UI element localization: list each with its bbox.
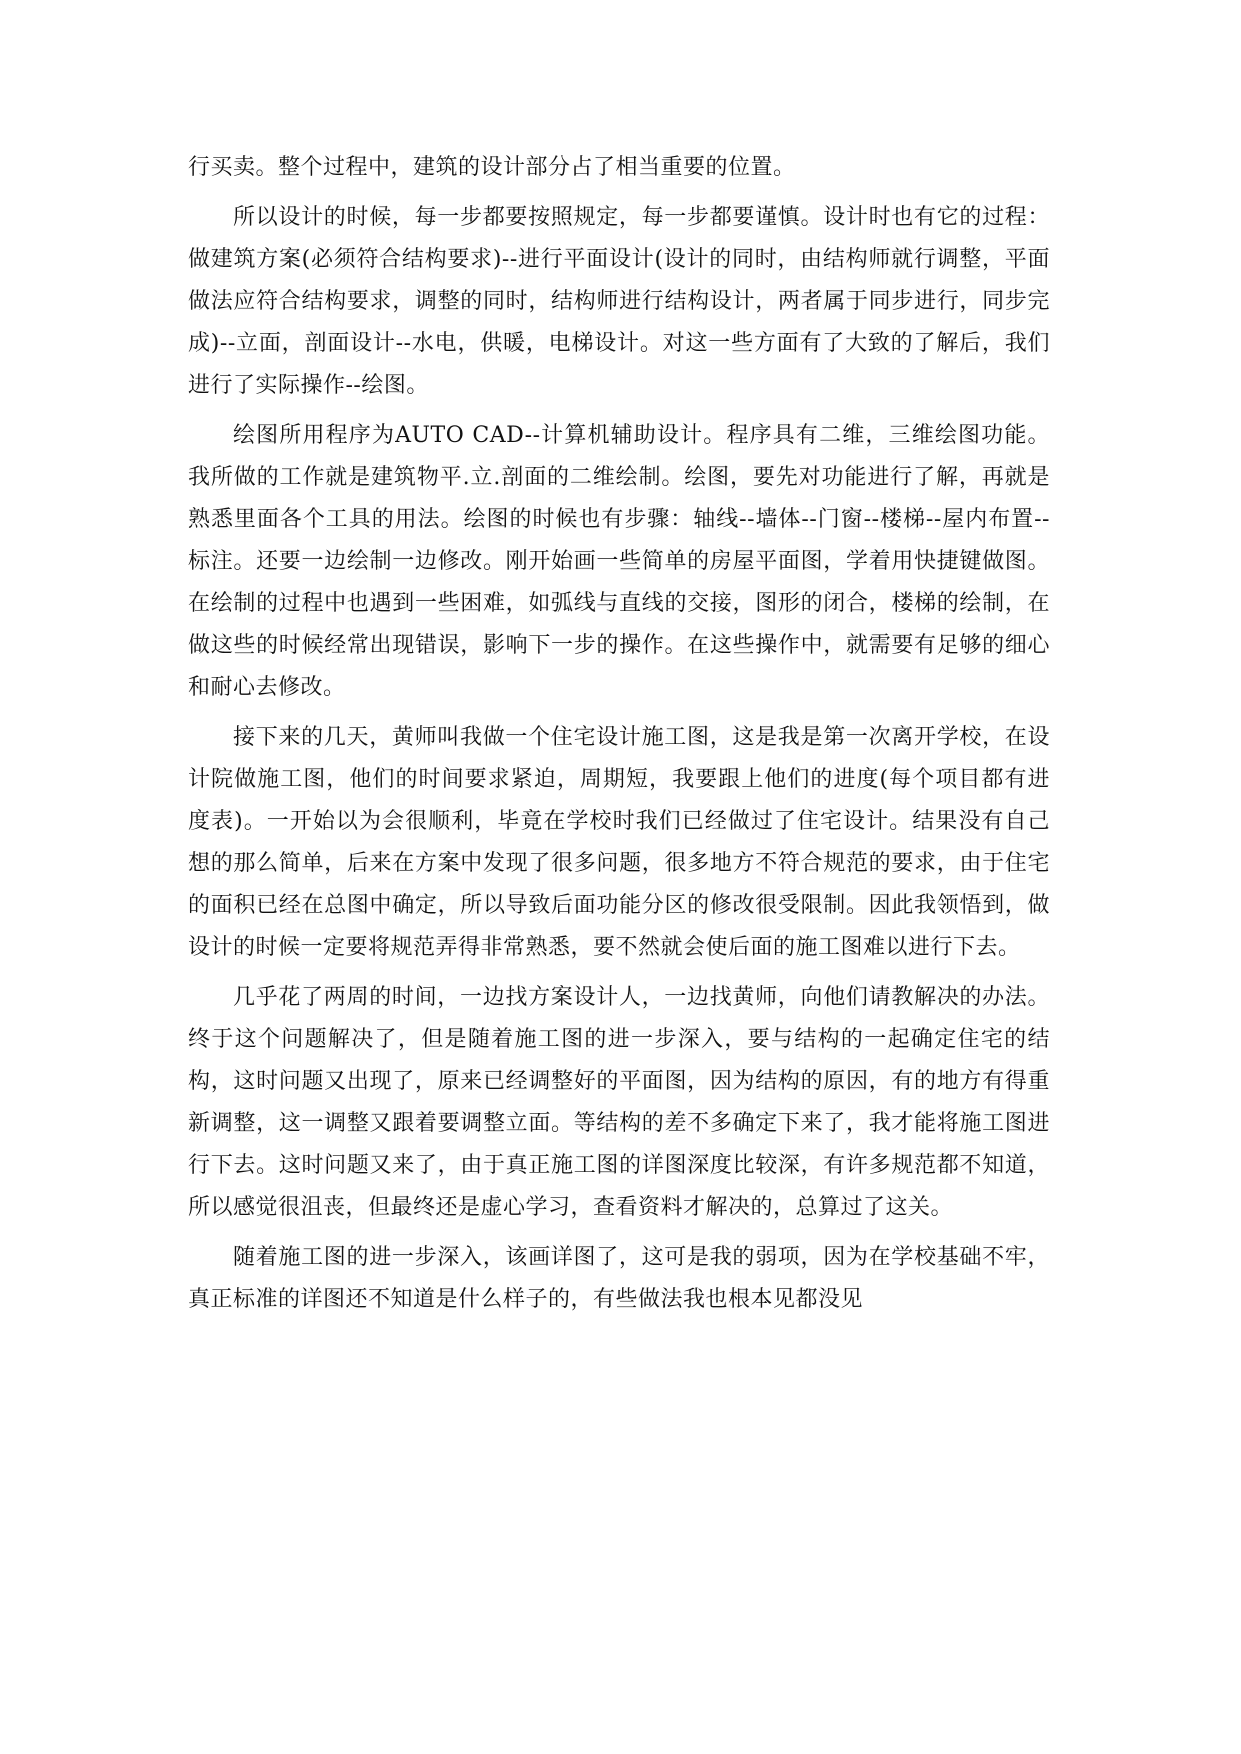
paragraph-design-process: 所以设计的时候，每一步都要按照规定，每一步都要谨慎。设计时也有它的过程：做建筑方案(必须符合结构要求)--进行平面设计(设计的同时，由结构师就行调整，平面做法应符合结构要求，调整的同时，结构师进行结构设计，两者属于同步进行，同步完成)--立面，剖面设计--水电，供暖，电梯设计。对这一些方面有了大致的了解后，我们进行了实际操作--绘图。 bbox=[188, 205, 1050, 398]
paragraph-detail-drawing: 随着施工图的进一步深入，该画详图了，这可是我的弱项，因为在学校基础不牢，真正标准的详图还不知道是什么样子的，有些做法我也根本见都没见 bbox=[188, 1245, 1050, 1312]
paragraph-continuation: 行买卖。整个过程中，建筑的设计部分占了相当重要的位置。 bbox=[188, 155, 796, 180]
document-body bbox=[188, 147, 1050, 1329]
paragraph-residential-construction-drawing: 接下来的几天，黄师叫我做一个住宅设计施工图，这是我是第一次离开学校，在设计院做施工图，他们的时间要求紧迫，周期短，我要跟上他们的进度(每个项目都有进度表)。一开始以为会很顺利，毕竟在学校时我们已经做过了住宅设计。结果没有自己想的那么简单，后来在方案中发现了很多问题，很多地方不符合规范的要求，由于住宅的面积已经在总图中确定，所以导致后面功能分区的修改很受限制。因此我领悟到，做设计的时候一定要将规范弄得非常熟悉，要不然就会使后面的施工图难以进行下去。 bbox=[188, 725, 1050, 960]
paragraph-problem-solving: 几乎花了两周的时间，一边找方案设计人，一边找黄师，向他们请教解决的办法。终于这个问题解决了，但是随着施工图的进一步深入，要与结构的一起确定住宅的结构，这时问题又出现了，原来已经调整好的平面图，因为结构的原因，有的地方有得重新调整，这一调整又跟着要调整立面。等结构的差不多确定下来了，我才能将施工图进行下去。这时问题又来了，由于真正施工图的详图深度比较深，有许多规范都不知道，所以感觉很沮丧，但最终还是虚心学习，查看资料才解决的，总算过了这关。 bbox=[188, 985, 1050, 1220]
paragraph-autocad-drawing: 绘图所用程序为AUTO CAD--计算机辅助设计。程序具有二维，三维绘图功能。我所做的工作就是建筑物平.立.剖面的二维绘制。绘图，要先对功能进行了解，再就是熟悉里面各个工具的用法。绘图的时候也有步骤：轴线--墙体--门窗--楼梯--屋内布置--标注。还要一边绘制一边修改。刚开始画一些简单的房屋平面图，学着用快捷键做图。在绘制的过程中也遇到一些困难，如弧线与直线的交接，图形的闭合，楼梯的绘制，在做这些的时候经常出现错误，影响下一步的操作。在这些操作中，就需要有足够的细心和耐心去修改。 bbox=[188, 423, 1050, 700]
